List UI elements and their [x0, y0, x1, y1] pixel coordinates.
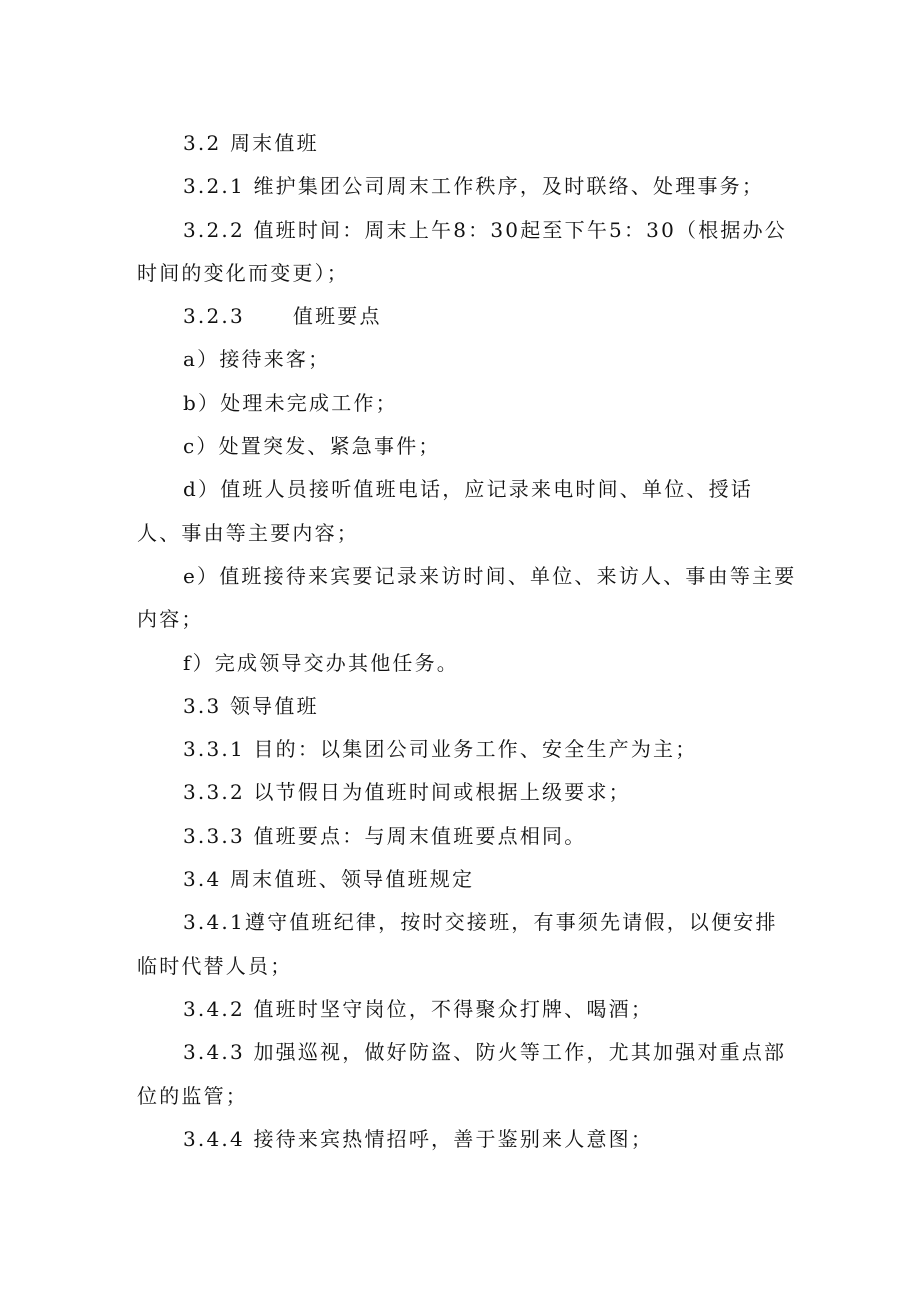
paragraph-3-2-1: 3.2.1 维护集团公司周末工作秩序，及时联络、处理事务； [183, 174, 765, 199]
document-body [137, 122, 797, 1161]
list-item-b: b）处理未完成工作； [183, 390, 398, 415]
list-item-a: a）接待来客； [183, 347, 331, 372]
paragraph-3-3-3: 3.3.3 值班要点：与周末值班要点相同。 [183, 823, 587, 848]
paragraph-3-2-2: 3.2.2 值班时间：周末上午8：30起至下午5：30（根据办公时间的变化而变更）； [137, 217, 787, 285]
paragraph-3-4-2: 3.4.2 值班时坚守岗位，不得聚众打牌、喝酒； [183, 996, 654, 1021]
paragraph-3-3-2: 3.3.2 以节假日为值班时间或根据上级要求； [183, 780, 631, 805]
paragraph-3-2-3-number: 3.2.3 [183, 304, 245, 329]
paragraph-3-2-3-text: 值班要点 [292, 304, 382, 329]
paragraph-3-3-1: 3.3.1 目的：以集团公司业务工作、安全生产为主； [183, 737, 698, 762]
list-item-e: e）值班接待来宾要记录来访时间、单位、来访人、事由等主要内容； [137, 563, 797, 632]
section-heading-3-4: 3.4 周末值班、领导值班规定 [183, 867, 475, 892]
section-heading-3-2: 3.2 周末值班 [183, 131, 319, 155]
paragraph-3-4-3: 3.4.3 加强巡视，做好防盗、防火等工作，尤其加强对重点部位的监管； [137, 1040, 787, 1108]
list-item-d: d）值班人员接听值班电话，应记录来电时间、单位、授话人、事由等主要内容； [137, 477, 754, 545]
paragraph-3-4-1: 3.4.1遵守值班纪律，按时交接班，有事须先请假，以便安排临时代替人员； [137, 910, 778, 978]
section-heading-3-3: 3.3 领导值班 [183, 693, 319, 718]
paragraph-3-2-3 [137, 295, 797, 338]
paragraph-3-4-4: 3.4.4 接待来宾热情招呼，善于鉴别来人意图； [183, 1126, 654, 1151]
list-item-c: c）处置突发、紧急事件； [183, 434, 441, 459]
list-item-f: f）完成领导交办其他任务。 [183, 650, 460, 675]
